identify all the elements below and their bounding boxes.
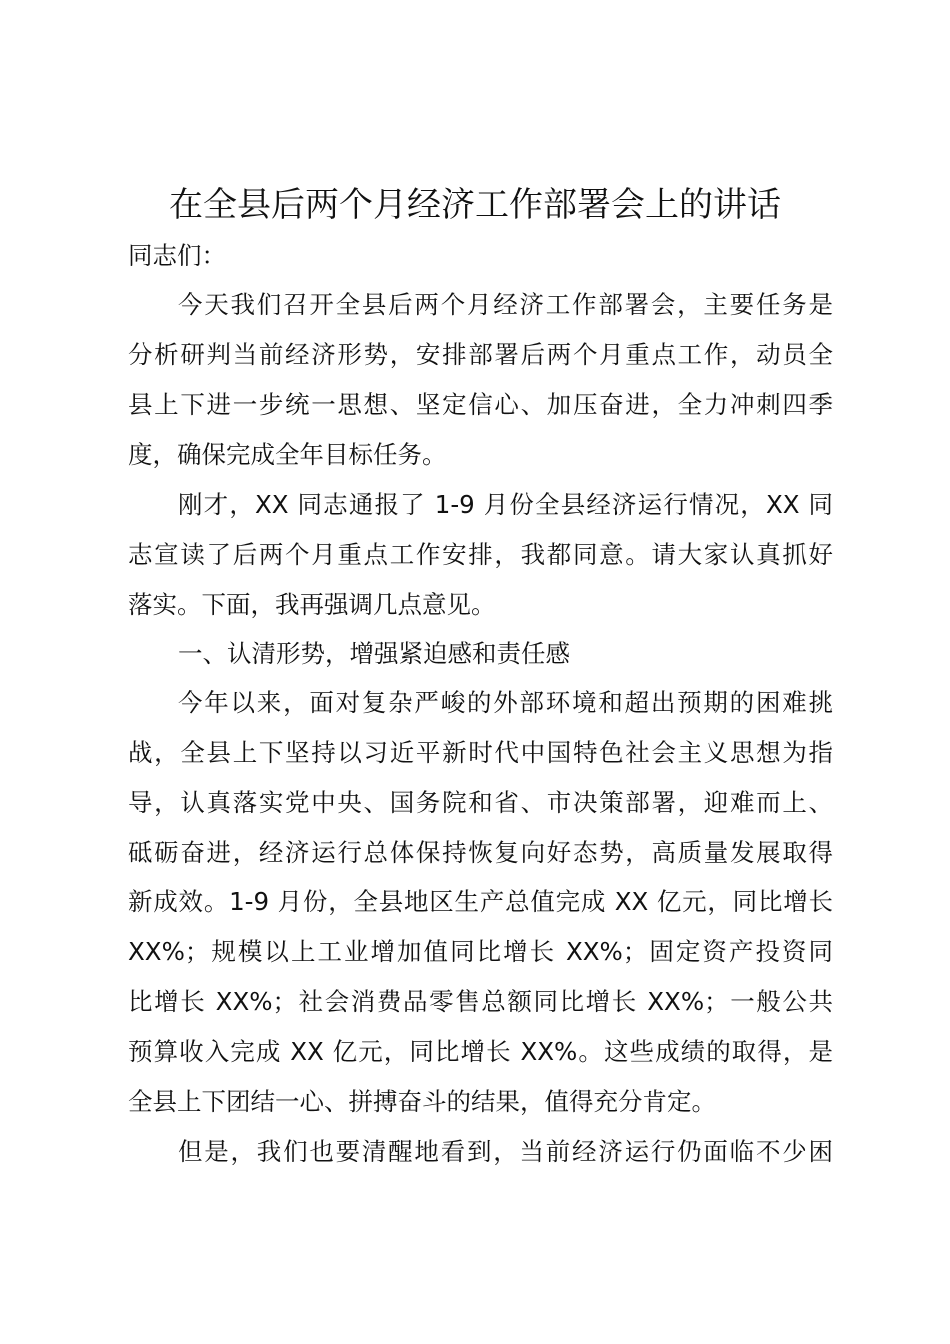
paragraph-4-line-1: 但是，我们也要清醒地看到，当前经济运行仍面临不少困 — [178, 1137, 833, 1166]
salutation-line: 同志们： — [128, 241, 226, 270]
paragraph-2-line-3: 落实。下面，我再强调几点意见。 — [128, 590, 496, 619]
paragraph-1-line-3: 县上下进一步统一思想、坚定信心、加压奋进，全力冲刺四季 — [128, 390, 833, 419]
paragraph-3-line-4: 砥砺奋进，经济运行总体保持恢复向好态势，高质量发展取得 — [128, 838, 833, 867]
paragraph-1-line-1: 今天我们召开全县后两个月经济工作部署会，主要任务是 — [178, 290, 833, 319]
paragraph-3-line-5: 新成效。1-9 月份，全县地区生产总值完成 XX 亿元，同比增长 — [128, 887, 833, 916]
paragraph-1-line-4: 度，确保完成全年目标任务。 — [128, 440, 447, 469]
paragraph-3-line-6: XX%；规模以上工业增加值同比增长 XX%；固定资产投资同 — [128, 937, 833, 966]
paragraph-1-line-2: 分析研判当前经济形势，安排部署后两个月重点工作，动员全 — [128, 340, 833, 369]
document-title: 在全县后两个月经济工作部署会上的讲话 — [169, 185, 781, 225]
section-heading-1: 一、认清形势，增强紧迫感和责任感 — [178, 639, 570, 668]
paragraph-3-line-3: 导，认真落实党中央、国务院和省、市决策部署，迎难而上、 — [128, 788, 833, 817]
paragraph-2-line-1: 刚才，XX 同志通报了 1-9 月份全县经济运行情况，XX 同 — [178, 490, 833, 519]
paragraph-3-line-8: 预算收入完成 XX 亿元，同比增长 XX%。这些成绩的取得，是 — [128, 1037, 833, 1066]
paragraph-3-line-2: 战，全县上下坚持以习近平新时代中国特色社会主义思想为指 — [128, 738, 833, 767]
paragraph-3-line-9: 全县上下团结一心、拼搏奋斗的结果，值得充分肯定。 — [128, 1087, 716, 1116]
paragraph-3-line-1: 今年以来，面对复杂严峻的外部环境和超出预期的困难挑 — [178, 688, 833, 717]
paragraph-3-line-7: 比增长 XX%；社会消费品零售总额同比增长 XX%；一般公共 — [128, 987, 833, 1016]
paragraph-2-line-2: 志宣读了后两个月重点工作安排，我都同意。请大家认真抓好 — [128, 540, 833, 569]
